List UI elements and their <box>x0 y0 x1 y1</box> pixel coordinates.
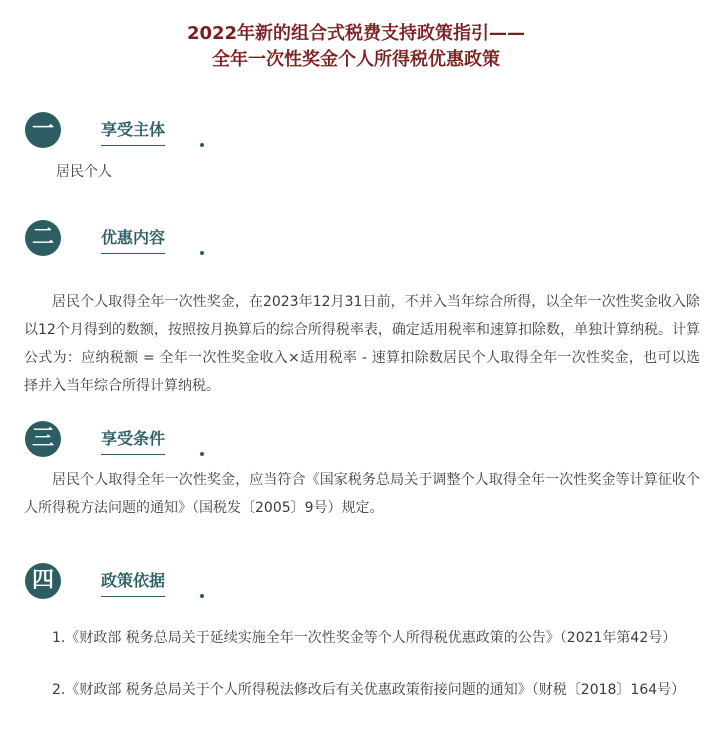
decorative-dot-icon <box>200 143 204 147</box>
page-title-line-2: 全年一次性奖金个人所得税优惠政策 <box>212 49 500 70</box>
section-title: 优惠内容 <box>101 228 165 254</box>
section-title: 享受主体 <box>101 120 165 146</box>
policy-basis-item: 2.《财政部 税务总局关于个人所得税法修改后有关优惠政策衔接问题的通知》（财税〔2018〕164号） <box>52 682 686 698</box>
section-number-badge: 一 <box>25 112 61 148</box>
section-title: 享受条件 <box>101 429 165 455</box>
decorative-dot-icon <box>200 452 204 456</box>
section-number-badge: 四 <box>25 563 61 599</box>
section-number-badge: 二 <box>25 220 61 256</box>
section-paragraph: 居民个人取得全年一次性奖金，应当符合《国家税务总局关于调整个人取得全年一次性奖金等计算征收个人所得税方法问题的通知》（国税发〔2005〕9号）规定。 <box>24 472 700 516</box>
section-title: 政策依据 <box>101 571 165 597</box>
section-paragraph: 居民个人 <box>56 164 112 180</box>
section-number-badge: 三 <box>25 421 61 457</box>
policy-basis-item: 1.《财政部 税务总局关于延续实施全年一次性奖金等个人所得税优惠政策的公告》（2021年第42号） <box>52 630 677 646</box>
section-paragraph: 居民个人取得全年一次性奖金，在2023年12月31日前，不并入当年综合所得，以全年一次性奖金收入除以12个月得到的数额，按照按月换算后的综合所得税率表，确定适用税率和速算扣除数，单独计算纳税。计算公式为：应纳税额 = 全年一次性奖金收入×适用税率 - 速算扣除数居民个人取得全年一次性奖金，也可以选择并入当年综合所得计算纳税。 <box>24 294 700 394</box>
page-title-line-1: 2022年新的组合式税费支持政策指引—— <box>186 23 526 44</box>
decorative-dot-icon <box>200 594 204 598</box>
decorative-dot-icon <box>200 251 204 255</box>
